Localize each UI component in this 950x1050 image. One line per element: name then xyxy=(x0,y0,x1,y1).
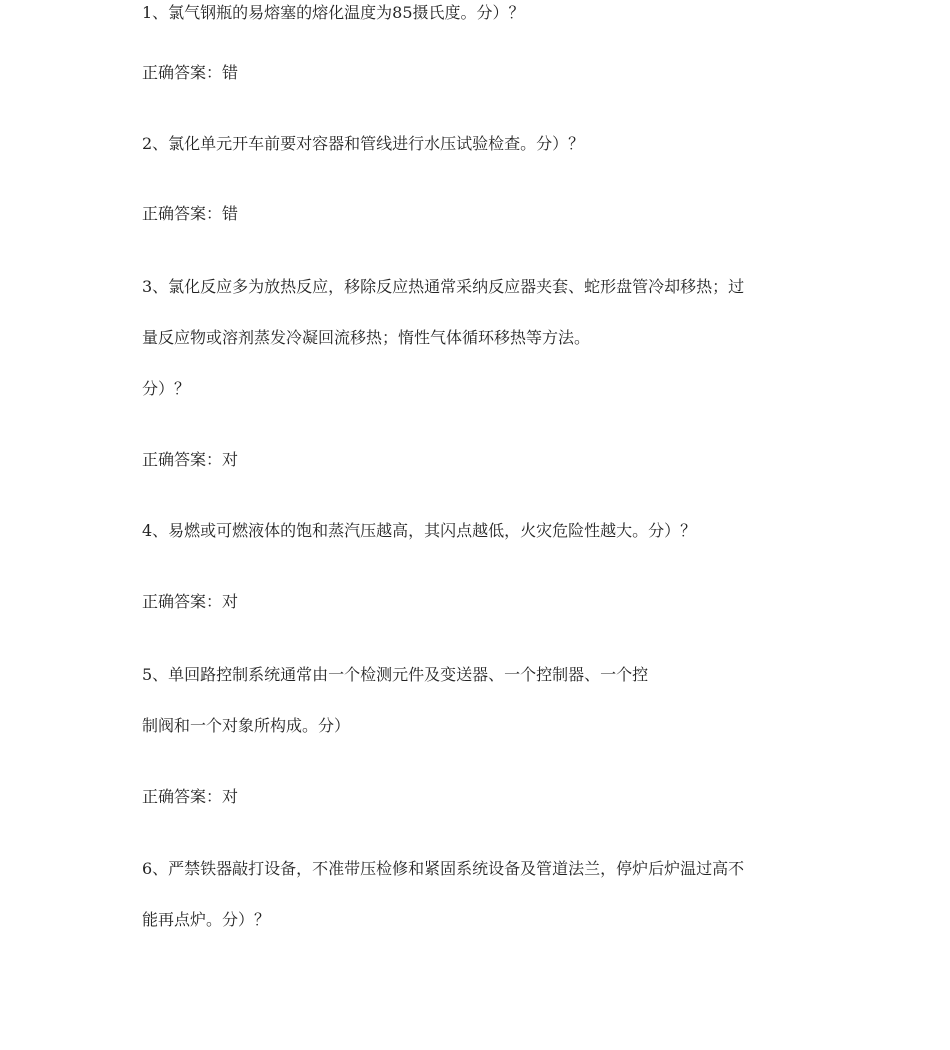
answer-2-text: 正确答案：错 xyxy=(142,204,239,223)
question-5-text-line-2: 制阀和一个对象所构成。分） xyxy=(142,716,351,735)
question-6-text-line-2: 能再点炉。分）？ xyxy=(142,910,271,929)
question-6-text-line-1: 6、严禁铁器敲打设备，不准带压检修和紧固系统设备及管道法兰，停炉后炉温过高不 xyxy=(142,859,745,878)
answer-4-text: 正确答案：对 xyxy=(142,592,239,611)
question-2-text: 2、氯化单元开车前要对容器和管线进行水压试验检查。分）？ xyxy=(142,134,585,153)
question-3-text-line-2: 量反应物或溶剂蒸发冷凝回流移热；惰性气体循环移热等方法。 xyxy=(142,328,591,347)
answer-3-text: 正确答案：对 xyxy=(142,450,239,469)
answer-5-text: 正确答案：对 xyxy=(142,787,239,806)
question-3-text-line-1: 3、氯化反应多为放热反应，移除反应热通常采纳反应器夹套、蛇形盘管冷却移热；过 xyxy=(142,277,745,296)
question-5-text-line-1: 5、单回路控制系统通常由一个检测元件及变送器、一个控制器、一个控 xyxy=(142,665,649,684)
question-4-text: 4、易燃或可燃液体的饱和蒸汽压越高，其闪点越低，火灾危险性越大。分）？ xyxy=(142,521,697,540)
answer-1-text: 正确答案：错 xyxy=(142,63,239,82)
question-3-text-line-3: 分）？ xyxy=(142,379,191,398)
question-1-text: 1、氯气钢瓶的易熔塞的熔化温度为85摄氏度。分）？ xyxy=(142,3,525,22)
